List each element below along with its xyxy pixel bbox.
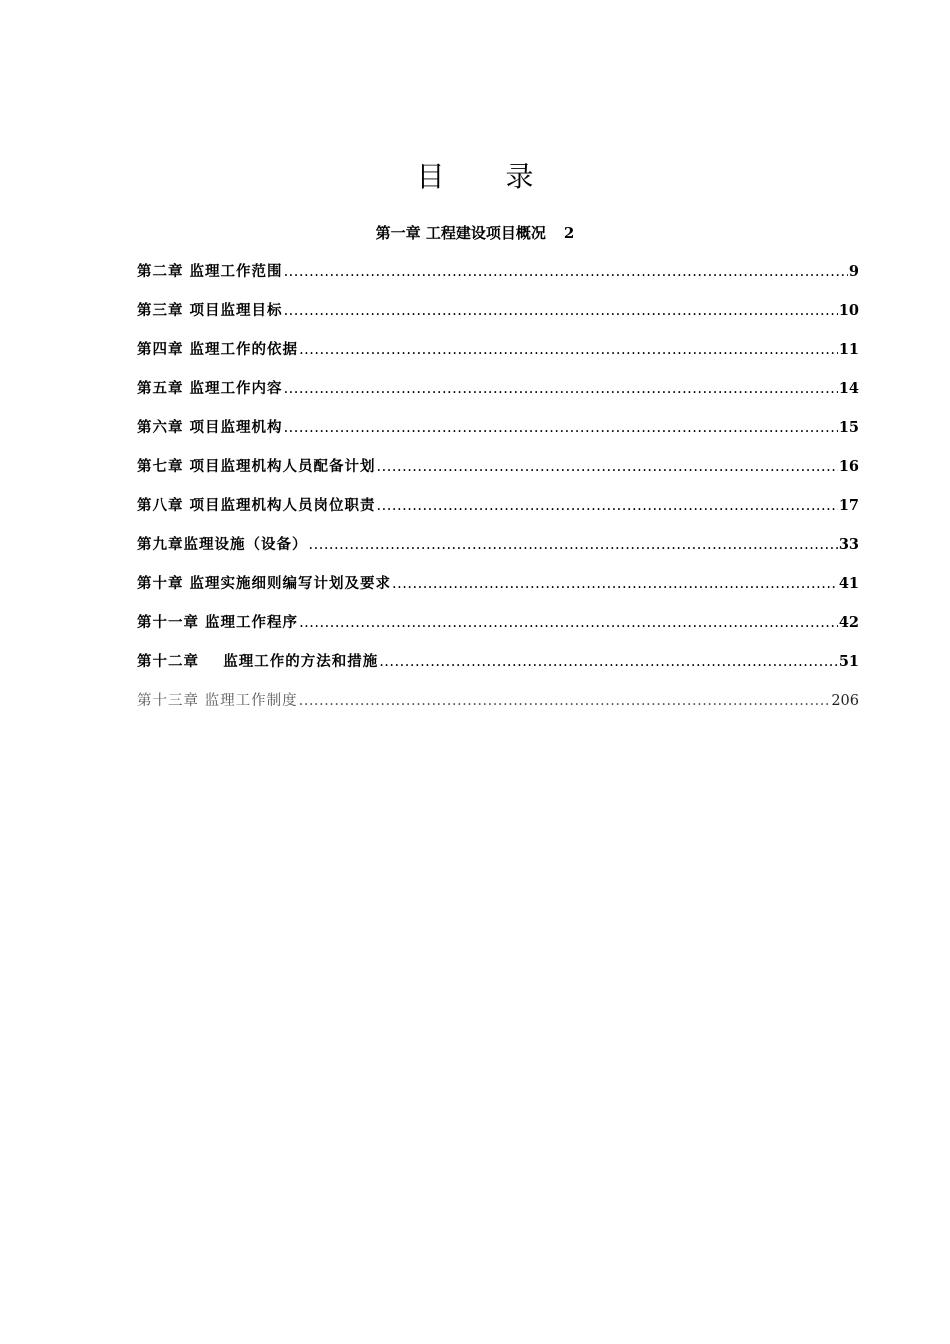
toc-entry-chapter-1[interactable] xyxy=(0,222,950,243)
toc-entry-page: 15 xyxy=(838,419,859,436)
toc-entry-chapter-3[interactable] xyxy=(137,299,859,338)
toc-entry-label: 第五章 监理工作内容 xyxy=(137,380,283,397)
toc-title: 目 录 xyxy=(416,160,560,193)
toc-leader-dots xyxy=(284,420,838,436)
toc-entry-chapter-6[interactable] xyxy=(137,416,859,455)
toc-leader-dots xyxy=(377,498,838,514)
toc-entry-label: 第六章 项目监理机构 xyxy=(137,419,283,436)
toc-entry-chapter-7[interactable] xyxy=(137,455,859,494)
toc-leader-dots xyxy=(379,654,838,670)
toc-entry-chapter-12[interactable] xyxy=(137,650,859,689)
toc-leader-dots xyxy=(309,537,838,553)
toc-leader-dots xyxy=(299,693,831,709)
toc-entry-label: 第九章监理设施（设备） xyxy=(137,536,308,553)
toc-entry-chapter-10[interactable] xyxy=(137,572,859,611)
toc-entry-label: 第四章 监理工作的依据 xyxy=(137,341,299,358)
toc-leader-dots xyxy=(284,303,838,319)
toc-entry-page: 16 xyxy=(838,458,859,475)
toc-entry-label: 第七章 项目监理机构人员配备计划 xyxy=(137,458,376,475)
toc-entry-label: 第二章 监理工作范围 xyxy=(137,263,283,280)
toc-entry-page: 2 xyxy=(563,224,575,242)
toc-leader-dots xyxy=(299,615,838,631)
toc-leader-dots xyxy=(284,381,838,397)
toc-entry-page: 51 xyxy=(838,653,859,670)
toc-entry-page: 33 xyxy=(838,536,859,553)
toc-entry-chapter-2[interactable] xyxy=(137,260,859,299)
toc-entry-chapter-11[interactable] xyxy=(137,611,859,650)
toc-entry-page: 42 xyxy=(838,614,859,631)
toc-entry-label: 第十章 监理实施细则编写计划及要求 xyxy=(137,575,392,592)
toc-leader-dots xyxy=(284,264,848,280)
toc-leader-dots xyxy=(299,342,838,358)
toc-entry-label: 第八章 项目监理机构人员岗位职责 xyxy=(137,497,376,514)
toc-entry-chapter-5[interactable] xyxy=(137,377,859,416)
toc-entry-label: 第一章 工程建设项目概况 xyxy=(375,224,546,242)
toc-entry-page: 41 xyxy=(838,575,859,592)
toc-entry-page: 14 xyxy=(838,380,859,397)
toc-entry-page: 10 xyxy=(838,302,859,319)
toc-entry-chapter-9[interactable] xyxy=(137,533,859,572)
toc-entry-label: 第十二章 监理工作的方法和措施 xyxy=(137,653,379,670)
toc-entry-label: 第十一章 监理工作程序 xyxy=(137,614,299,631)
toc-entry-page: 17 xyxy=(838,497,859,514)
toc-entry-label: 第十三章 监理工作制度 xyxy=(137,693,298,709)
toc-entry-chapter-13[interactable] xyxy=(137,689,859,728)
toc-leader-dots xyxy=(377,459,838,475)
toc-entry-page: 9 xyxy=(848,263,859,280)
toc-entry-chapter-8[interactable] xyxy=(137,494,859,533)
toc-leader-dots xyxy=(392,576,838,592)
toc-entry-page: 206 xyxy=(831,693,859,709)
toc-entry-page: 11 xyxy=(838,341,859,358)
toc-entry-label: 第三章 项目监理目标 xyxy=(137,302,283,319)
toc-entry-chapter-4[interactable] xyxy=(137,338,859,377)
toc-list xyxy=(137,260,859,728)
